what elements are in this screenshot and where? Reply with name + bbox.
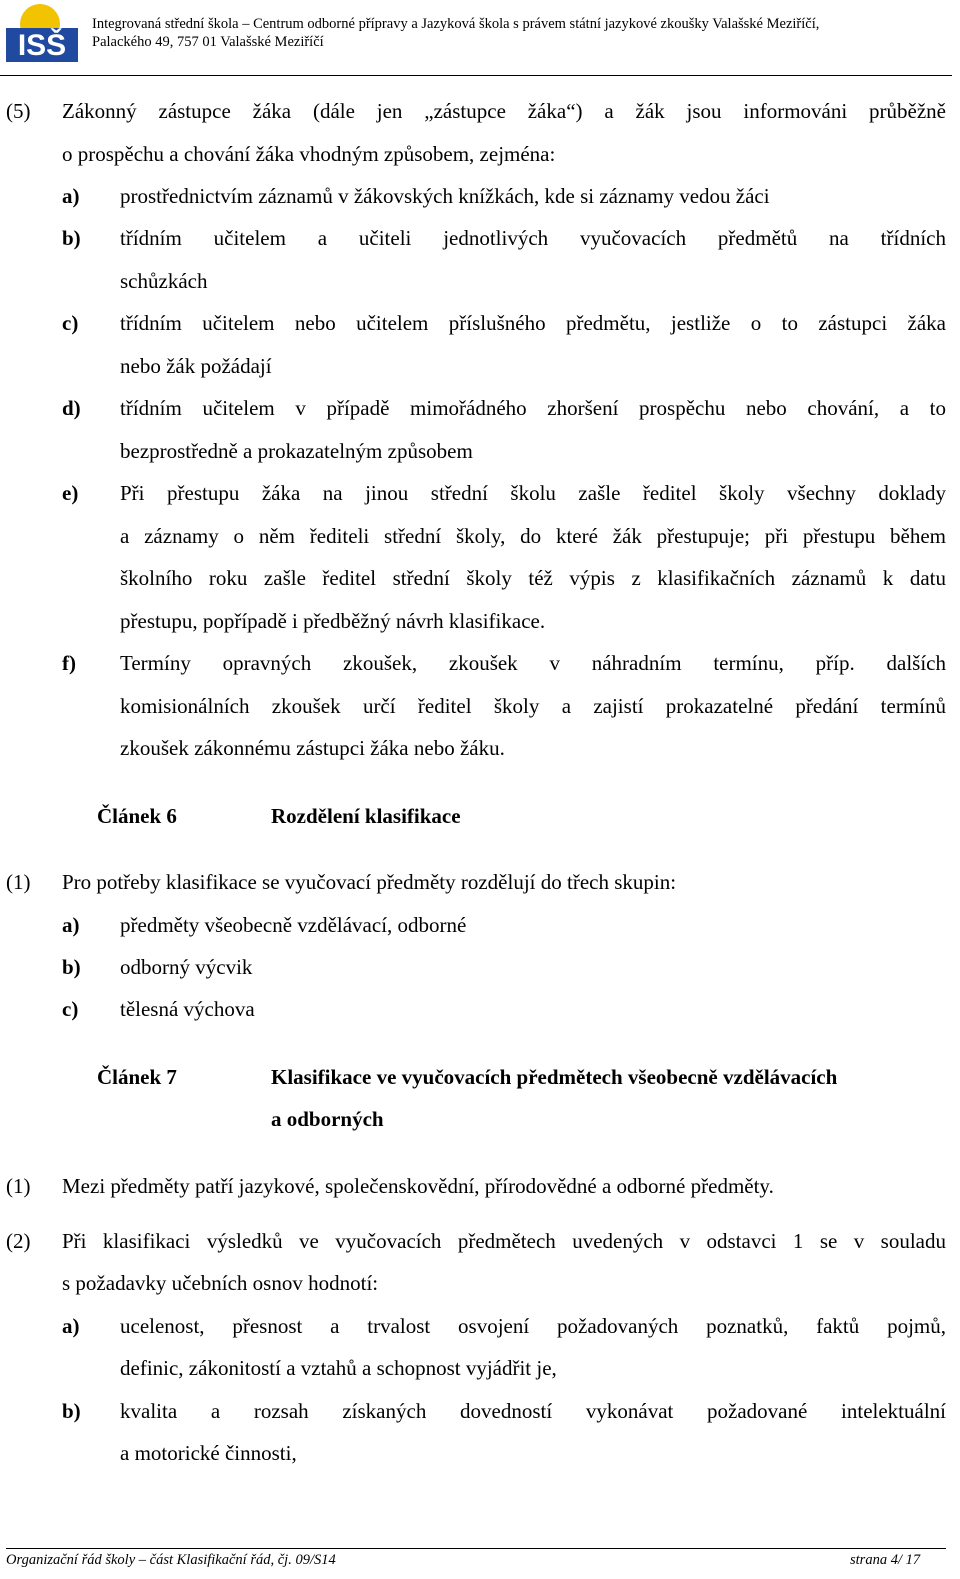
list-text-line	[0, 515, 960, 557]
article-heading	[0, 795, 960, 837]
header-divider	[0, 75, 952, 76]
list-item	[0, 217, 960, 259]
paragraph-number: (1)	[6, 1174, 31, 1198]
list-text: definic, zákonitostí a vztahů a schopnost vyjádřit je,	[120, 1356, 557, 1380]
list-text: bezprostředně a prokazatelným způsobem	[120, 439, 473, 463]
list-letter: b)	[62, 1399, 81, 1423]
list-letter: c)	[62, 311, 79, 335]
article-heading-line	[0, 1098, 960, 1140]
list-text: Při přestupu žáka na jinou střední školu zašle ředitel školy všechny doklady	[120, 481, 946, 505]
list-letter: a)	[62, 184, 80, 208]
paragraph-text-line	[0, 1262, 960, 1304]
paragraph-text: Pro potřeby klasifikace se vyučovací předměty rozdělují do třech skupin:	[62, 870, 677, 894]
school-logo	[4, 2, 80, 64]
list-text-line	[0, 600, 960, 642]
list-text: prostřednictvím záznamů v žákovských knížkách, kde si záznamy vedou žáci	[120, 184, 770, 208]
header-line-1: Integrovaná střední škola – Centrum odborné přípravy a Jazyková škola s právem státní jazykové zkoušky Valašské Meziříčí,	[92, 16, 820, 32]
list-text-line	[0, 430, 960, 472]
list-text-line	[0, 685, 960, 727]
list-text: a motorické činnosti,	[120, 1441, 297, 1465]
list-text: Termíny opravných zkoušek, zkoušek v náhradním termínu, příp. dalších	[120, 651, 946, 675]
list-letter: c)	[62, 997, 79, 1021]
list-text: kvalita a rozsah získaných dovedností vykonávat požadované intelektuální	[120, 1399, 946, 1423]
svg-text:ISŠ: ISŠ	[17, 29, 67, 62]
paragraph-text: o prospěchu a chování žáka vhodným způsobem, zejména:	[62, 142, 556, 166]
list-text-line	[0, 260, 960, 302]
list-text: schůzkách	[120, 269, 208, 293]
list-letter: b)	[62, 226, 81, 250]
list-letter: b)	[62, 955, 81, 979]
list-item	[0, 1305, 960, 1347]
list-text: školního roku zašle ředitel střední školy též výpis z klasifikačních záznamů k datu	[120, 566, 946, 590]
paragraph-text: Zákonný zástupce žáka (dále jen „zástupce žáka“) a žák jsou informováni průběžně	[62, 99, 946, 123]
footer-page-number: strana 4/ 17	[850, 1552, 921, 1568]
header-line-2: Palackého 49, 757 01 Valašské Meziříčí	[92, 34, 324, 50]
list-text-line	[0, 727, 960, 769]
list-item	[0, 472, 960, 514]
paragraph-number: (5)	[6, 99, 31, 123]
list-text-line	[0, 557, 960, 599]
list-text: třídním učitelem v případě mimořádného zhoršení prospěchu nebo chování, a to	[120, 396, 946, 420]
paragraph-text: Při klasifikaci výsledků ve vyučovacích předmětech uvedených v odstavci 1 se v souladu	[62, 1229, 946, 1253]
article-heading	[0, 1056, 960, 1098]
list-letter: e)	[62, 481, 79, 505]
list-item	[0, 988, 960, 1030]
list-text-line	[0, 345, 960, 387]
page-header	[0, 0, 960, 76]
list-text: ucelenost, přesnost a trvalost osvojení požadovaných poznatků, faktů pojmů,	[120, 1314, 946, 1338]
list-text: komisionálních zkoušek určí ředitel školy a zajistí prokazatelné předání termínů	[120, 694, 946, 718]
paragraph-1	[0, 1165, 960, 1207]
list-item	[0, 387, 960, 429]
list-item	[0, 946, 960, 988]
paragraph-text-line	[0, 133, 960, 175]
paragraph-5	[0, 90, 960, 132]
list-text: tělesná výchova	[120, 997, 255, 1021]
list-text: zkoušek zákonnému zástupci žáka nebo žáku.	[120, 736, 505, 760]
list-text-line	[0, 1432, 960, 1474]
list-text: odborný výcvik	[120, 955, 253, 979]
list-text-line	[0, 1347, 960, 1389]
list-letter: f)	[62, 651, 76, 675]
paragraph-1	[0, 861, 960, 903]
list-item	[0, 1390, 960, 1432]
list-letter: a)	[62, 1314, 80, 1338]
list-item	[0, 904, 960, 946]
article-label: Článek 7	[97, 1065, 177, 1089]
list-text: třídním učitelem nebo učitelem příslušného předmětu, jestliže o to zástupci žáka	[120, 311, 946, 335]
paragraph-text: Mezi předměty patří jazykové, společenskovědní, přírodovědné a odborné předměty.	[62, 1174, 774, 1198]
article-title: Klasifikace ve vyučovacích předmětech všeobecně vzdělávacích	[271, 1065, 838, 1089]
paragraph-text: s požadavky učebních osnov hodnotí:	[62, 1271, 379, 1295]
paragraph-number: (1)	[6, 870, 31, 894]
list-text: přestupu, popřípadě i předběžný návrh klasifikace.	[120, 609, 546, 633]
list-letter: a)	[62, 913, 80, 937]
list-item	[0, 302, 960, 344]
paragraph-2	[0, 1220, 960, 1262]
footer-document-title: Organizační řád školy – část Klasifikační řád, čj. 09/S14	[6, 1552, 336, 1568]
list-item	[0, 175, 960, 217]
list-text: nebo žák požádají	[120, 354, 272, 378]
article-label: Článek 6	[97, 804, 177, 828]
paragraph-number: (2)	[6, 1229, 31, 1253]
footer-divider	[6, 1548, 946, 1549]
header-institution	[92, 15, 954, 51]
list-text: a záznamy o něm řediteli střední školy, do které žák přestupuje; při přestupu během	[120, 524, 946, 548]
article-title: a odborných	[271, 1107, 384, 1131]
article-title: Rozdělení klasifikace	[271, 804, 461, 828]
list-letter: d)	[62, 396, 81, 420]
list-text: předměty všeobecně vzdělávací, odborné	[120, 913, 467, 937]
list-text: třídním učitelem a učiteli jednotlivých vyučovacích předmětů na třídních	[120, 226, 946, 250]
list-item	[0, 642, 960, 684]
